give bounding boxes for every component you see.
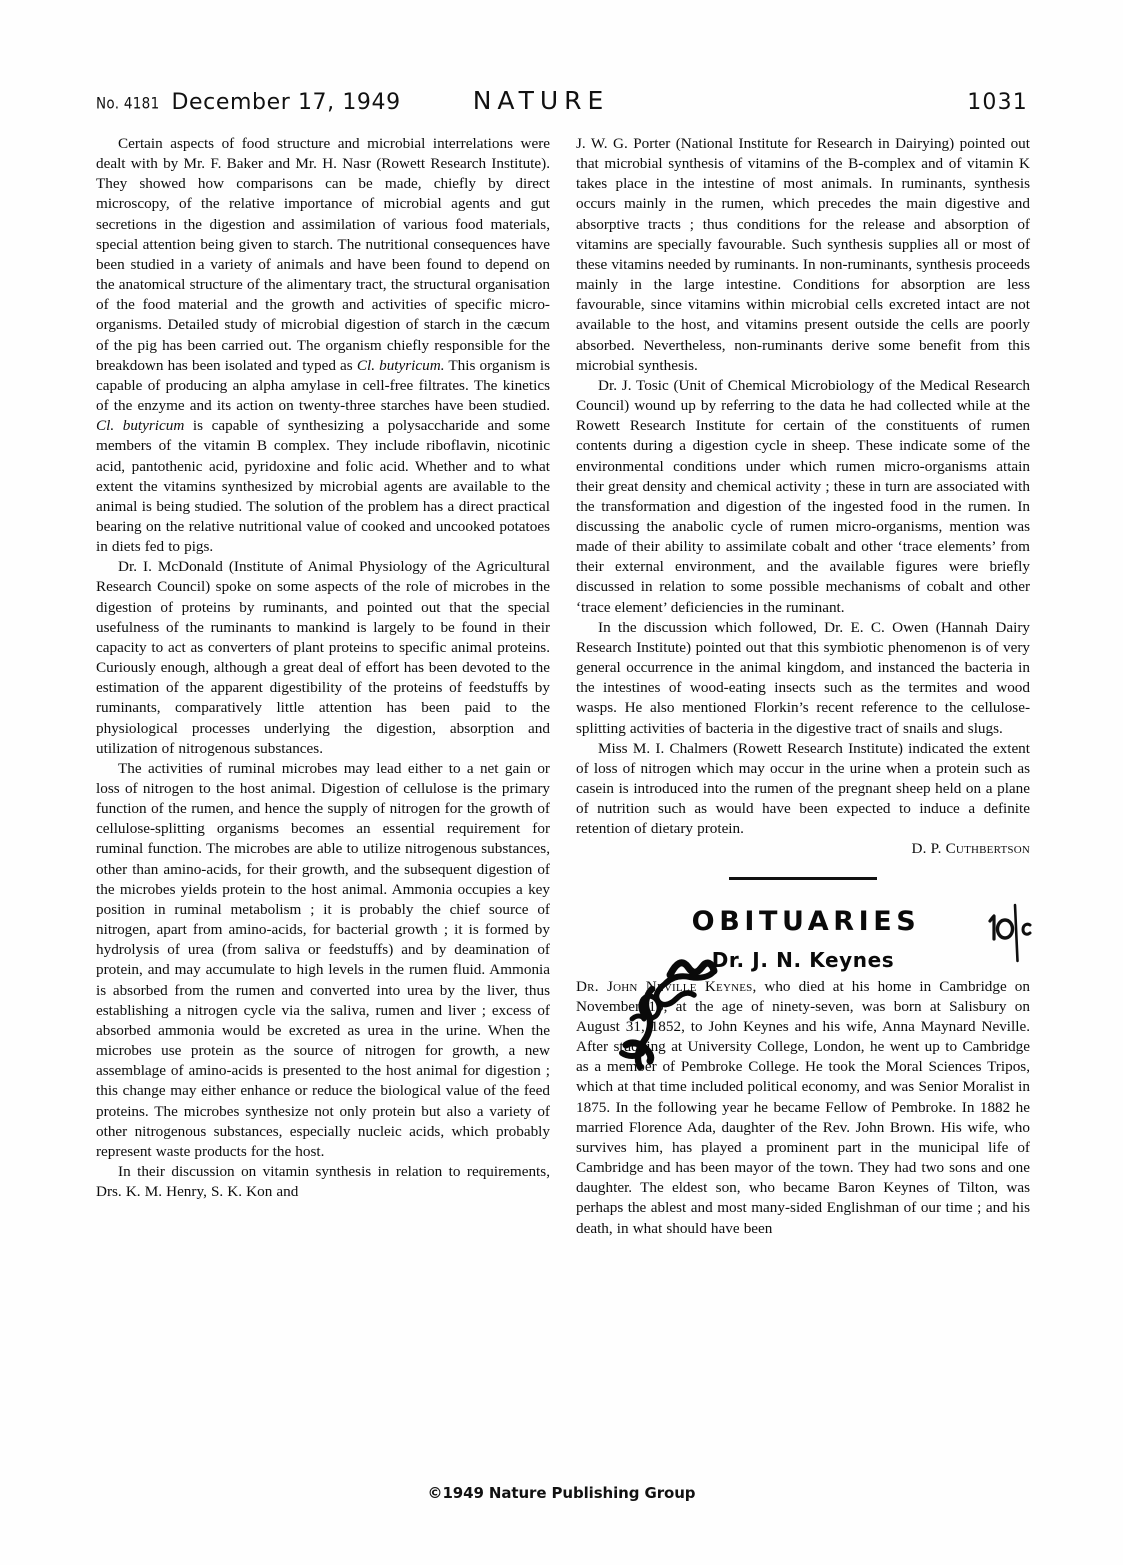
obituary-lead-name: Dr. John Neville Keynes bbox=[576, 977, 753, 995]
paragraph: Dr. I. McDonald (Institute of Animal Physiology of the Agricultural Research Council) spoke on some aspects of the role of microbes in the digestion of proteins by ruminants, and pointed out that the special usefulness of the ruminants to mankind is largely to be found in their capacity to act as converters of plant proteins to specific animal proteins. Curiously enough, although a great deal of effort has been devoted to the estimation of the apparent digestibility of the proteins of feedstuffs by ruminants, comparatively little attention has been paid to the physiological processes underlying the digestion, absorption and utilization of nitrogenous substances. bbox=[96, 558, 550, 757]
left-column bbox=[96, 134, 550, 1454]
issue-date: December 17, 1949 bbox=[171, 90, 401, 115]
species-name-italic-2: Cl. butyricum bbox=[96, 417, 185, 435]
paragraph: In the discussion which followed, Dr. E. C. Owen (Hannah Dairy Research Institute) pointed out that this symbiotic phenomenon is of very general occurrence in the animal kingdom, and instanced the bacteria in the intestines of wood-eating insects such as the termites and wood wasps. He also mentioned Florkin’s recent reference to the cellulose-splitting activities of bacteria in the digestive tract of snails and slugs. bbox=[576, 618, 1030, 737]
obituaries-section bbox=[576, 877, 1030, 1239]
obituary-body-text: , who died at his home in Cambridge on November 15, at the age of ninety-seven, was born at Salisbury on August 31, 1852, to John Keynes and his wife, Anna Maynard Neville. After studying at University College, London, he went up to Cambridge as a member of Pembroke College. He took the Moral Sciences Tripos, which at that time included political economy, and was Senior Moralist in 1875. In the following year he became Fellow of Pembroke. In 1882 he married Florence Ada, daughter of the Rev. John Brown. His wife, who survives him, has played a prominent part in the municipal life of Cambridge and has been mayor of the town. They had two sons and one daughter. The eldest son, who became Baron Keynes of Tilton, was perhaps the ablest and most many-sided Englishman of our time ; and his death, in what should have been bbox=[576, 977, 1030, 1237]
section-divider bbox=[729, 877, 877, 880]
journal-title: NATURE bbox=[472, 86, 610, 115]
article-signature bbox=[576, 839, 1030, 859]
paragraph bbox=[96, 134, 550, 557]
copyright-footer: ©1949 Nature Publishing Group bbox=[427, 1484, 696, 1502]
right-column bbox=[576, 134, 1030, 1454]
paragraph-text-cont: This organism is capable of producing an alpha amylase in cell-free filtrates. The kinetics of the enzyme and its action on twenty-three starches have been studied. bbox=[96, 356, 550, 415]
paragraph-text-cont-2: is capable of synthesizing a polysaccharide and some members of the vitamin B complex. They include riboflavin, nicotinic acid, pantothenic acid, pyridoxine and folic acid. Whether and to what extent the vitamins synthesized by microbial agents are available to the animal is being studied. The solution of the problem has a direct practical bearing on the relative nutritional value of cooked and uncooked potatoes in diets fed to pigs. bbox=[96, 417, 550, 556]
signature-name: D. P. Cuthbertson bbox=[911, 840, 1030, 858]
two-column-body bbox=[96, 134, 1030, 1454]
obituary-body bbox=[576, 977, 1030, 1239]
paragraph: The activities of ruminal microbes may lead either to a net gain or loss of nitrogen to the host animal. Digestion of cellulose is the primary function of the rumen, and hence the supply of nitrogen for the growth of cellulose-splitting organisms becomes an essential requirement for ruminal function. The microbes are able to utilize nitrogenous substances, other than amino-acids, for their growth, and the subsequent digestion of the microbes yields protein to the host animal. Ammonia occupies a key position in ruminal metabolism ; it is probably the chief source of nitrogen, apart from amino-acids, for bacterial growth ; it is formed by hydrolysis of urea (from saliva or feedstuffs) and by deamination of protein, and may accumulate to high levels in the rumen fluid. Ammonia is absorbed from the rumen and converted into urea by the liver, thus establishing a nitrogen cycle via the saliva, rumen and liver ; excess of absorbed ammonia would be excreted as urea in the urine. When the microbes use protein as the source of nitrogen for growth, a new assemblage of amino-acids is presented to the host animal for digestion ; this change may either enhance or reduce the biological value of the feed proteins. The microbes synthesize not only protein but also a variety of other nitrogenous substances, especially nucleic acids, which probably represent waste products for the host. bbox=[96, 759, 550, 1160]
paragraph: In their discussion on vitamin synthesis in relation to requirements, Drs. K. M. Henry, S. K. Kon and bbox=[96, 1162, 550, 1201]
species-name-italic: Cl. butyricum. bbox=[356, 356, 445, 374]
paragraph: J. W. G. Porter (National Institute for Research in Dairying) pointed out that microbial synthesis of vitamins of the B-complex and of vitamin K takes place in the intestine of most animals. In ruminants, synthesis occurs mainly in the rumen, which precedes the main digestive and absorptive tracts ; thus conditions for the release and absorption of vitamins are specially favourable. Such synthesis supplies all or most of these vitamins needed by ruminants. In non-ruminants, synthesis proceeds mainly in the large intestine. Conditions for absorption are less favourable, since vitamins within microbial cells excreted intact are not available to the host, and vitamins present outside the cells are poorly absorbed. Nevertheless, non-ruminants derive some benefit from this microbial synthesis. bbox=[576, 135, 1030, 374]
obituaries-heading: OBITUARIES bbox=[691, 905, 921, 937]
obituary-subject-heading: Dr. J. N. Keynes bbox=[711, 947, 895, 972]
paragraph: Miss M. I. Chalmers (Rowett Research Institute) indicated the extent of loss of nitrogen which may occur in the urine when a protein such as casein is introduced into the rumen of the pregnant sheep held on a plane of nutrition such as would have been expected to induce a definite retention of dietary protein. bbox=[576, 739, 1030, 838]
issue-number: No. 4181 bbox=[96, 94, 160, 113]
paragraph: Dr. J. Tosic (Unit of Chemical Microbiology of the Medical Research Council) wound up by referring to the data he had collected while at the Rowett Research Institute for certain of the constituents of rumen contents during a digestion cycle in sheep. These indicate some of the environmental conditions under which rumen micro-organisms attain their great density and chemical activity ; these in turn are associated with the transformation and digestion of the ingested food in the rumen. In discussing the anabolic cycle of rumen micro-organisms, mention was made of their ability to assimilate cobalt and other ‘trace elements’ from their external environment, and the available figures were briefly discussed in relation to some possible mechanisms of cobalt and other ‘trace element’ deficiencies in the ruminant. bbox=[576, 376, 1030, 616]
paragraph-text: Certain aspects of food structure and microbial interrelations were dealt with by Mr. F. Baker and Mr. H. Nasr (Rowett Research Institute). They showed how comparisons can be made, chiefly by direct microscopy, of the relative importance of microbial agents and gut secretions in the digestion and assimilation of various food materials, special attention being given to starch. The nutritional consequences have been studied in a variety of animals and have been found to depend on the anatomical structure of the alimentary tract, the structural organisation of the food material and the growth and activities of specific micro-organisms. Detailed study of microbial digestion of starch in the cæcum of the pig has been carried out. The organism chiefly responsible for the breakdown has been isolated and typed as bbox=[96, 135, 550, 374]
page-number: 1031 bbox=[967, 90, 1028, 115]
running-head bbox=[96, 86, 1028, 126]
